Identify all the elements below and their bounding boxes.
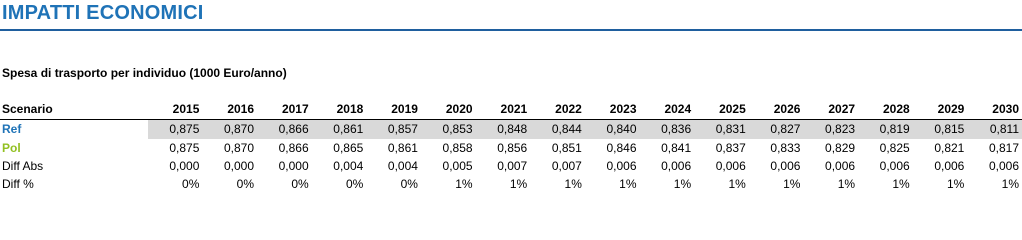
table-cell: 0,819: [858, 120, 913, 140]
table-cell: 1%: [947, 177, 965, 191]
column-header-year: 2018: [312, 100, 367, 120]
table-cell: 0,821: [934, 141, 965, 155]
table-cell: 0,000: [169, 159, 200, 173]
column-header-year: 2026: [749, 100, 804, 120]
table-cell: 0,846: [606, 141, 637, 155]
table-cell: 0,005: [442, 159, 473, 173]
table-cell: 0%: [236, 177, 255, 191]
column-header-year: 2027: [803, 100, 858, 120]
table-cell: 0%: [291, 177, 309, 191]
column-header-year: 2028: [858, 100, 913, 120]
column-header-year: 2016: [202, 100, 257, 120]
table-cell: 1%: [673, 177, 692, 191]
column-header-year: 2017: [257, 100, 312, 120]
row-label-diff-abs: Diff Abs: [2, 159, 44, 173]
column-header-year: 2019: [366, 100, 421, 120]
table-cell: 0,000: [278, 159, 309, 173]
table-cell: 0,006: [661, 159, 692, 173]
table-cell: 1%: [728, 177, 746, 191]
column-header-year: 2025: [694, 100, 749, 120]
table-cell: 0,866: [257, 120, 312, 140]
row-label-diff-pct: Diff %: [2, 177, 34, 191]
column-header-year: 2023: [585, 100, 640, 120]
table-cell: 0,825: [879, 141, 910, 155]
page-title: IMPATTI ECONOMICI: [2, 2, 204, 24]
table-cell: 0,000: [223, 159, 255, 173]
row-label-ref: Ref: [2, 122, 22, 136]
table-cell: 0,817: [988, 141, 1019, 155]
table-cell: 0,875: [169, 141, 200, 155]
table-cell: 1%: [564, 177, 582, 191]
table-cell: 0,831: [694, 120, 749, 140]
table-cell: 1%: [837, 177, 856, 191]
table-cell: 0,865: [333, 141, 364, 155]
section-subtitle: Spesa di trasporto per individuo (1000 Euro/anno): [2, 66, 287, 80]
table-row-pol: [0, 139, 1022, 157]
column-header-year: 2020: [421, 100, 476, 120]
table-cell: 0,856: [497, 141, 528, 155]
table-header-row: [0, 100, 1022, 120]
row-label-pol: Pol: [2, 141, 21, 155]
table-cell: 0,875: [148, 120, 203, 140]
table-cell: 0,870: [202, 120, 257, 140]
table-cell: 0,004: [333, 159, 364, 173]
table-cell: 0,833: [770, 141, 801, 155]
table-cell: 1%: [783, 177, 801, 191]
table-cell: 0,811: [967, 120, 1022, 140]
column-header-year: 2029: [913, 100, 968, 120]
scenario-table: [0, 100, 1022, 193]
table-cell: 0,006: [934, 159, 965, 173]
table-cell: 0,853: [421, 120, 476, 140]
table-cell: 1%: [619, 177, 637, 191]
table-cell: 0,004: [387, 159, 418, 173]
table-cell: 0,840: [585, 120, 640, 140]
table-cell: 1%: [1001, 177, 1019, 191]
table-cell: 0,006: [988, 159, 1019, 173]
column-header-year: 2022: [530, 100, 585, 120]
table-cell: 0%: [345, 177, 364, 191]
table-cell: 0,007: [497, 159, 528, 173]
table-cell: 0,866: [278, 141, 309, 155]
table-row-ref: [0, 120, 1022, 140]
table-cell: 0,006: [606, 159, 637, 173]
column-header-year: 2030: [967, 100, 1022, 120]
table-cell: 0,870: [223, 141, 255, 155]
table-cell: 0,851: [551, 141, 582, 155]
table-cell: 0,007: [551, 159, 582, 173]
table-cell: 0,829: [825, 141, 856, 155]
table-cell: 0,823: [803, 120, 858, 140]
table-cell: 0,848: [476, 120, 531, 140]
table-cell: 0,841: [661, 141, 692, 155]
table-cell: 0,815: [913, 120, 968, 140]
table-cell: 0,006: [825, 159, 856, 173]
column-header-year: 2021: [476, 100, 531, 120]
table-cell: 0%: [182, 177, 200, 191]
table-cell: 1%: [892, 177, 910, 191]
table-cell: 0,861: [387, 141, 418, 155]
table-cell: 0,837: [715, 141, 746, 155]
table-cell: 0,858: [442, 141, 473, 155]
column-header-scenario: Scenario: [0, 100, 148, 120]
column-header-year: 2015: [148, 100, 203, 120]
table-cell: 0,844: [530, 120, 585, 140]
table-row-diff-abs: [0, 157, 1022, 175]
table-cell: 0,836: [640, 120, 695, 140]
table-cell: 0,857: [366, 120, 421, 140]
page-header: [0, 0, 1022, 31]
column-header-year: 2024: [640, 100, 695, 120]
table-cell: 0,006: [879, 159, 910, 173]
table-row-diff-pct: [0, 175, 1022, 193]
table-cell: 0,006: [715, 159, 746, 173]
table-cell: 1%: [455, 177, 473, 191]
table-cell: 0,827: [749, 120, 804, 140]
table-cell: 1%: [509, 177, 528, 191]
table-cell: 0%: [400, 177, 418, 191]
table-cell: 0,861: [312, 120, 367, 140]
table-cell: 0,006: [770, 159, 801, 173]
